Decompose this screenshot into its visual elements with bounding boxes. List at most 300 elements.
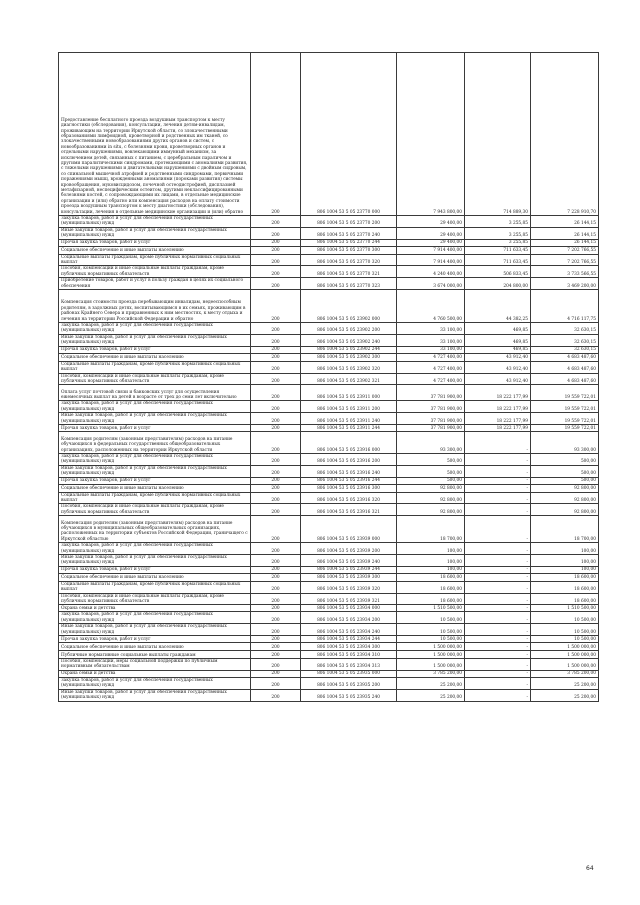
row-code: 200 — [251, 605, 301, 612]
row-budget-code: 806 1004 53 5 05 23934 200 — [301, 612, 397, 624]
table-row — [59, 624, 599, 636]
row-name: Прочая закупка товаров, работ и услуг — [59, 566, 251, 573]
row-unexecuted-amount: 19 559 722,01 — [531, 385, 599, 401]
row-unexecuted-amount: 19 559 722,01 — [531, 424, 599, 431]
row-name: Пособия, компенсации и иные социальные выплаты гражданам, кроме публичных нормативных обязательств — [59, 593, 251, 605]
row-code: 200 — [251, 670, 301, 677]
row-code: 200 — [251, 566, 301, 573]
row-executed-amount: - — [465, 670, 531, 677]
row-name: Социальные выплаты гражданам, кроме публичных нормативных социальных выплат — [59, 254, 251, 266]
row-budget-code: 806 1004 53 5 05 23902 244 — [301, 346, 397, 353]
row-unexecuted-amount: 500,00 — [531, 465, 599, 477]
row-approved-amount: 4 727 400,00 — [397, 353, 465, 361]
table-row — [59, 266, 599, 278]
row-unexecuted-amount: 32 630,15 — [531, 334, 599, 346]
row-unexecuted-amount: 92 800,00 — [531, 492, 599, 504]
row-approved-amount: 10 500,00 — [397, 612, 465, 624]
row-budget-code: 806 1004 53 5 05 23935 240 — [301, 689, 397, 701]
row-unexecuted-amount: 32 630,15 — [531, 323, 599, 335]
row-code: 200 — [251, 612, 301, 624]
row-approved-amount: 4 240 400,00 — [397, 266, 465, 278]
row-approved-amount: 29 400,00 — [397, 216, 465, 228]
table-row — [59, 573, 599, 581]
row-executed-amount: - — [465, 516, 531, 543]
table-row — [59, 361, 599, 373]
row-unexecuted-amount: 4 683 487,60 — [531, 373, 599, 385]
row-name: Закупка товаров, работ и услуг для обеспечения государственных (муниципальных) нужд — [59, 323, 251, 335]
row-approved-amount: 33 100,00 — [397, 346, 465, 353]
row-approved-amount: 37 781 900,00 — [397, 424, 465, 431]
row-code: 200 — [251, 453, 301, 465]
row-executed-amount: - — [465, 593, 531, 605]
row-name: Закупка товаров, работ и услуг для обеспечения государственных (муниципальных) нужд — [59, 401, 251, 413]
row-name: Приобретение товаров, работ и услуг в пользу граждан в целях их социального обеспечения — [59, 278, 251, 290]
row-code: 200 — [251, 216, 301, 228]
row-code: 200 — [251, 465, 301, 477]
row-code: 200 — [251, 593, 301, 605]
row-budget-code: 806 1004 53 5 05 23911 200 — [301, 401, 397, 413]
row-unexecuted-amount: 18 600,00 — [531, 573, 599, 581]
table-row — [59, 373, 599, 385]
table-row — [59, 431, 599, 453]
page-number: 64 — [586, 865, 594, 872]
row-approved-amount: 37 781 900,00 — [397, 401, 465, 413]
row-code: 200 — [251, 401, 301, 413]
row-approved-amount: 1 500 000,00 — [397, 643, 465, 651]
row-executed-amount: - — [465, 543, 531, 555]
row-approved-amount: 100,00 — [397, 566, 465, 573]
row-code: 200 — [251, 492, 301, 504]
row-budget-code: 806 1004 53 5 05 23939 321 — [301, 593, 397, 605]
row-approved-amount: 29 400,00 — [397, 239, 465, 246]
row-executed-amount: - — [465, 605, 531, 612]
row-code: 200 — [251, 573, 301, 581]
row-executed-amount: - — [465, 484, 531, 492]
row-code: 200 — [251, 413, 301, 425]
row-approved-amount: 18 600,00 — [397, 573, 465, 581]
row-code: 200 — [251, 477, 301, 484]
row-name: Охрана семьи и детства — [59, 605, 251, 612]
table-row — [59, 323, 599, 335]
row-code: 200 — [251, 385, 301, 401]
row-budget-code: 806 1004 53 5 05 23934 313 — [301, 659, 397, 671]
row-unexecuted-amount: 7 228 910,70 — [531, 53, 599, 216]
row-approved-amount: 25 200,00 — [397, 689, 465, 701]
row-name: Публичные нормативные социальные выплаты гражданам — [59, 651, 251, 659]
table-row — [59, 290, 599, 323]
row-code: 200 — [251, 677, 301, 689]
row-code: 200 — [251, 555, 301, 567]
row-approved-amount: 4 727 400,00 — [397, 373, 465, 385]
row-unexecuted-amount: 3 469 200,00 — [531, 278, 599, 290]
row-name: Закупка товаров, работ и услуг для обеспечения государственных (муниципальных) нужд — [59, 612, 251, 624]
table-row — [59, 677, 599, 689]
row-executed-amount: - — [465, 651, 531, 659]
row-executed-amount: - — [465, 581, 531, 593]
row-name: Социальное обеспечение и иные выплаты населению — [59, 246, 251, 254]
row-name: Закупка товаров, работ и услуг для обеспечения государственных (муниципальных) нужд — [59, 216, 251, 228]
row-executed-amount: 204 800,00 — [465, 278, 531, 290]
row-approved-amount: 25 200,00 — [397, 677, 465, 689]
row-name: Прочая закупка товаров, работ и услуг — [59, 424, 251, 431]
row-executed-amount: - — [465, 431, 531, 453]
row-budget-code: 806 1004 53 5 05 23939 244 — [301, 566, 397, 573]
row-budget-code: 806 1004 53 5 05 23916 320 — [301, 492, 397, 504]
row-code: 200 — [251, 636, 301, 643]
row-code: 200 — [251, 431, 301, 453]
row-code: 200 — [251, 361, 301, 373]
row-approved-amount: 92 800,00 — [397, 492, 465, 504]
row-executed-amount: 18 222 177,99 — [465, 424, 531, 431]
row-budget-code: 806 1004 53 5 05 23916 240 — [301, 465, 397, 477]
row-code: 200 — [251, 53, 301, 216]
row-executed-amount: - — [465, 453, 531, 465]
row-name: Иные закупки товаров, работ и услуг для обеспечения государственных (муниципальных) нужд — [59, 334, 251, 346]
row-unexecuted-amount: 18 600,00 — [531, 593, 599, 605]
row-executed-amount: 43 912,40 — [465, 373, 531, 385]
row-name: Пособия, компенсации, меры социальной поддержки по публичным нормативным обязательствам — [59, 659, 251, 671]
row-budget-code: 806 1004 53 5 05 23916 300 — [301, 484, 397, 492]
row-executed-amount: - — [465, 477, 531, 484]
row-approved-amount: 33 100,00 — [397, 323, 465, 335]
row-unexecuted-amount: 10 500,00 — [531, 636, 599, 643]
row-budget-code: 806 1004 53 5 05 23902 321 — [301, 373, 397, 385]
row-budget-code: 806 1004 53 5 05 23770 240 — [301, 227, 397, 239]
row-unexecuted-amount: 1 500 000,00 — [531, 643, 599, 651]
row-budget-code: 806 1004 53 5 05 23935 200 — [301, 677, 397, 689]
table-row — [59, 581, 599, 593]
row-unexecuted-amount: 1 500 000,00 — [531, 659, 599, 671]
table-row — [59, 543, 599, 555]
row-name: Социальное обеспечение и иные выплаты населению — [59, 573, 251, 581]
row-executed-amount: - — [465, 492, 531, 504]
row-code: 200 — [251, 651, 301, 659]
row-approved-amount: 4 727 400,00 — [397, 361, 465, 373]
row-name: Социальное обеспечение и иные выплаты населению — [59, 484, 251, 492]
row-approved-amount: 1 500 000,00 — [397, 651, 465, 659]
row-code: 200 — [251, 353, 301, 361]
row-budget-code: 806 1004 53 5 05 23902 300 — [301, 353, 397, 361]
row-budget-code: 806 1004 53 5 05 23916 200 — [301, 453, 397, 465]
row-budget-code: 806 1004 53 5 05 23934 240 — [301, 624, 397, 636]
table-row — [59, 636, 599, 643]
row-budget-code: 806 1004 53 5 05 23939 200 — [301, 543, 397, 555]
row-name: Компенсация родителям (законным представителям) расходов на питание обучающихся в муниципальных общеобразовательных организациях, расположенных на территории субъектов Российской Федерации, граничащего с Иркутской областью — [59, 516, 251, 543]
row-code: 200 — [251, 254, 301, 266]
row-name: Пособия, компенсации и иные социальные выплаты гражданам, кроме публичных нормативных обязательств — [59, 266, 251, 278]
row-name: Предоставление бесплатного проезда воздушным транспортом к месту диагностики (обследования), консультации, лечения детям-инвалидам, проживающим на территории Иркутской области, со злокачественными образованиями лимфоидной, кроветворной и родственных им тканей, со злокачественными новообразованиями других органов и систем, с новообразованиями in situ, с болезнями крови, кроветворных органов и отдельными нарушениями, вовлекающими иммунный механизм, за исключением детей, связанных с питанием, с церебральным параличом и другими паралитическими синдромами, протекающими с аномалиями развития, с тяжелыми нарушениями и двигательными нарушениями с двойным сидровым, со спинальной мышечной атрофией и родственными синдромами, первичными поражениями мышц, врожденными аномалиями (пороками развития) системы кровообращения, муковисцидозом, почечной остеодистрофией, дисплазией метафизарной, неспецифическим остеитом, другими неклассифицированными болезнями костей, с сопровождающими их лицами, в отдельные медицинские организации и (или) обратно или компенсация расходов на оплату стоимости проезда воздушным транспортом к месту диагностики (обследования), консультации, лечения в отдельные медицинские организации и (или) обратно — [59, 53, 251, 216]
row-executed-amount: 18 222 177,99 — [465, 385, 531, 401]
table-row — [59, 659, 599, 671]
row-budget-code: 806 1004 53 5 05 23916 321 — [301, 504, 397, 516]
row-unexecuted-amount: 7 202 766,55 — [531, 246, 599, 254]
row-unexecuted-amount: 92 800,00 — [531, 504, 599, 516]
table-row — [59, 401, 599, 413]
row-budget-code: 806 1004 53 5 05 23902 200 — [301, 323, 397, 335]
row-budget-code: 806 1004 53 5 05 23934 244 — [301, 636, 397, 643]
row-budget-code: 806 1004 53 5 05 23911 000 — [301, 385, 397, 401]
row-code: 200 — [251, 624, 301, 636]
row-approved-amount: 7 943 800,00 — [397, 53, 465, 216]
row-executed-amount: 469,85 — [465, 346, 531, 353]
row-executed-amount: 506 833,45 — [465, 266, 531, 278]
row-unexecuted-amount: 26 144,15 — [531, 227, 599, 239]
table-row — [59, 413, 599, 425]
table-row — [59, 516, 599, 543]
row-name: Иные закупки товаров, работ и услуг для обеспечения государственных (муниципальных) нужд — [59, 227, 251, 239]
table-row — [59, 254, 599, 266]
row-approved-amount: 1 510 500,00 — [397, 605, 465, 612]
row-unexecuted-amount: 7 202 766,55 — [531, 254, 599, 266]
row-budget-code: 806 1004 53 5 05 23916 244 — [301, 477, 397, 484]
row-code: 200 — [251, 323, 301, 335]
row-approved-amount: 1 500 000,00 — [397, 659, 465, 671]
table-row — [59, 453, 599, 465]
row-unexecuted-amount: 19 559 722,01 — [531, 401, 599, 413]
table-body — [59, 53, 599, 702]
row-approved-amount: 18 700,00 — [397, 516, 465, 543]
row-code: 200 — [251, 484, 301, 492]
row-unexecuted-amount: 10 500,00 — [531, 624, 599, 636]
row-name: Иные закупки товаров, работ и услуг для обеспечения государственных (муниципальных) нужд — [59, 413, 251, 425]
row-executed-amount: 469,85 — [465, 334, 531, 346]
row-approved-amount: 100,00 — [397, 555, 465, 567]
row-code: 200 — [251, 424, 301, 431]
row-executed-amount: 711 633,45 — [465, 246, 531, 254]
table-row — [59, 227, 599, 239]
row-approved-amount: 33 100,00 — [397, 334, 465, 346]
table-row — [59, 566, 599, 573]
row-name: Иные закупки товаров, работ и услуг для обеспечения государственных (муниципальных) нужд — [59, 689, 251, 701]
row-approved-amount: 37 781 900,00 — [397, 413, 465, 425]
row-unexecuted-amount: 93 300,00 — [531, 431, 599, 453]
row-unexecuted-amount: 1 500 000,00 — [531, 651, 599, 659]
row-code: 200 — [251, 643, 301, 651]
table-row — [59, 53, 599, 216]
table-row — [59, 477, 599, 484]
row-name: Иные закупки товаров, работ и услуг для обеспечения государственных (муниципальных) нужд — [59, 555, 251, 567]
table-row — [59, 424, 599, 431]
budget-report-sheet — [58, 52, 598, 702]
row-approved-amount: 18 600,00 — [397, 581, 465, 593]
row-approved-amount: 93 300,00 — [397, 431, 465, 453]
row-name: Иные закупки товаров, работ и услуг для обеспечения государственных (муниципальных) нужд — [59, 624, 251, 636]
row-budget-code: 806 1004 53 5 05 23939 240 — [301, 555, 397, 567]
table-row — [59, 353, 599, 361]
row-unexecuted-amount: 25 200,00 — [531, 689, 599, 701]
row-budget-code: 806 1004 53 5 05 23770 321 — [301, 266, 397, 278]
table-row — [59, 643, 599, 651]
row-approved-amount: 7 914 400,00 — [397, 254, 465, 266]
table-row — [59, 593, 599, 605]
row-unexecuted-amount: 26 144,15 — [531, 216, 599, 228]
row-unexecuted-amount: 26 144,15 — [531, 239, 599, 246]
row-unexecuted-amount: 4 683 487,60 — [531, 361, 599, 373]
row-code: 200 — [251, 659, 301, 671]
row-budget-code: 806 1004 53 5 05 23770 244 — [301, 239, 397, 246]
row-unexecuted-amount: 1 510 500,00 — [531, 605, 599, 612]
table-row — [59, 216, 599, 228]
row-budget-code: 806 1004 53 5 05 23902 000 — [301, 290, 397, 323]
row-code: 200 — [251, 334, 301, 346]
row-unexecuted-amount: 25 200,00 — [531, 677, 599, 689]
row-budget-code: 806 1004 53 5 05 23939 320 — [301, 581, 397, 593]
table-row — [59, 492, 599, 504]
row-code: 200 — [251, 266, 301, 278]
row-code: 200 — [251, 290, 301, 323]
table-row — [59, 246, 599, 254]
row-approved-amount: 18 600,00 — [397, 593, 465, 605]
row-code: 200 — [251, 373, 301, 385]
row-executed-amount: - — [465, 504, 531, 516]
row-budget-code: 806 1004 53 5 05 23770 323 — [301, 278, 397, 290]
table-row — [59, 465, 599, 477]
row-executed-amount: - — [465, 643, 531, 651]
row-approved-amount: 37 781 900,00 — [397, 385, 465, 401]
row-code: 200 — [251, 239, 301, 246]
row-unexecuted-amount: 500,00 — [531, 453, 599, 465]
row-executed-amount: - — [465, 624, 531, 636]
row-name: Оплата услуг почтовой связи и банковских услуг для осуществления ежемесячных выплат на детей в возрасте от трех до семи лет включительно — [59, 385, 251, 401]
row-budget-code: 806 1004 53 5 05 23911 240 — [301, 413, 397, 425]
row-executed-amount: 18 222 177,99 — [465, 413, 531, 425]
row-executed-amount: 44 382,25 — [465, 290, 531, 323]
row-unexecuted-amount: 32 630,15 — [531, 346, 599, 353]
table-row — [59, 651, 599, 659]
row-approved-amount: 10 500,00 — [397, 636, 465, 643]
table-row — [59, 334, 599, 346]
row-unexecuted-amount: 100,00 — [531, 555, 599, 567]
row-unexecuted-amount: 19 559 722,01 — [531, 413, 599, 425]
row-code: 200 — [251, 581, 301, 593]
row-name: Компенсация стоимости проезда перебывающим инвалидам, недееспособным родителям, в задолжных детях, воспитывающимся в их семьях, проживающим в районах Крайнего Севера и приравненных к ним местностях, к месту отдыха и лечения на территории Российской Федерации и обратно — [59, 290, 251, 323]
table-row — [59, 484, 599, 492]
row-unexecuted-amount: 4 716 117,75 — [531, 290, 599, 323]
row-approved-amount: 3 785 200,00 — [397, 670, 465, 677]
table-row — [59, 605, 599, 612]
row-approved-amount: 10 500,00 — [397, 624, 465, 636]
row-code: 200 — [251, 689, 301, 701]
row-executed-amount: 3 255,85 — [465, 227, 531, 239]
row-approved-amount: 500,00 — [397, 453, 465, 465]
row-unexecuted-amount: 3 785 200,00 — [531, 670, 599, 677]
row-unexecuted-amount: 10 500,00 — [531, 612, 599, 624]
row-unexecuted-amount: 92 800,00 — [531, 484, 599, 492]
row-approved-amount: 7 914 400,00 — [397, 246, 465, 254]
row-name: Социальные выплаты гражданам, кроме публичных нормативных социальных выплат — [59, 581, 251, 593]
row-budget-code: 806 1004 53 5 05 23934 310 — [301, 651, 397, 659]
row-code: 200 — [251, 278, 301, 290]
row-code: 200 — [251, 516, 301, 543]
row-name: Социальные выплаты гражданам, кроме публичных нормативных социальных выплат — [59, 492, 251, 504]
row-budget-code: 806 1004 53 5 05 23770 000 — [301, 53, 397, 216]
row-executed-amount: - — [465, 636, 531, 643]
row-unexecuted-amount: 18 600,00 — [531, 581, 599, 593]
row-unexecuted-amount: 500,00 — [531, 477, 599, 484]
row-approved-amount: 92 800,00 — [397, 504, 465, 516]
table-row — [59, 670, 599, 677]
row-approved-amount: 4 760 500,00 — [397, 290, 465, 323]
row-executed-amount: - — [465, 612, 531, 624]
row-executed-amount: 43 912,40 — [465, 361, 531, 373]
row-unexecuted-amount: 100,00 — [531, 543, 599, 555]
table-row — [59, 346, 599, 353]
row-name: Закупка товаров, работ и услуг для обеспечения государственных (муниципальных) нужд — [59, 453, 251, 465]
row-unexecuted-amount: 4 683 487,60 — [531, 353, 599, 361]
row-budget-code: 806 1004 53 5 05 23770 200 — [301, 216, 397, 228]
row-code: 200 — [251, 543, 301, 555]
row-code: 200 — [251, 504, 301, 516]
table-row — [59, 239, 599, 246]
row-budget-code: 806 1004 53 5 05 23916 000 — [301, 431, 397, 453]
row-executed-amount: 3 255,85 — [465, 216, 531, 228]
row-unexecuted-amount: 3 733 566,55 — [531, 266, 599, 278]
row-budget-code: 806 1004 53 5 05 23935 000 — [301, 670, 397, 677]
row-executed-amount: 43 912,40 — [465, 353, 531, 361]
row-name: Социальное обеспечение и иные выплаты населению — [59, 353, 251, 361]
row-code: 200 — [251, 227, 301, 239]
row-unexecuted-amount: 18 700,00 — [531, 516, 599, 543]
table-row — [59, 555, 599, 567]
row-budget-code: 806 1004 53 5 05 23911 244 — [301, 424, 397, 431]
row-approved-amount: 100,00 — [397, 543, 465, 555]
row-name: Охрана семьи и детства — [59, 670, 251, 677]
table-row — [59, 385, 599, 401]
row-code: 200 — [251, 246, 301, 254]
row-name: Закупка товаров, работ и услуг для обеспечения государственных (муниципальных) нужд — [59, 677, 251, 689]
row-approved-amount: 29 400,00 — [397, 227, 465, 239]
row-executed-amount: 469,85 — [465, 323, 531, 335]
table-row — [59, 689, 599, 701]
row-executed-amount: - — [465, 566, 531, 573]
row-executed-amount: - — [465, 689, 531, 701]
row-name: Закупка товаров, работ и услуг для обеспечения государственных (муниципальных) нужд — [59, 543, 251, 555]
row-executed-amount: - — [465, 465, 531, 477]
row-budget-code: 806 1004 53 5 05 23770 300 — [301, 246, 397, 254]
row-executed-amount: - — [465, 677, 531, 689]
row-name: Компенсация родителям (законным представителям) расходов на питание обучающихся в федеральных государственных общеобразовательных организациях, расположенных на территории Иркутской области — [59, 431, 251, 453]
row-executed-amount: 711 633,45 — [465, 254, 531, 266]
row-budget-code: 806 1004 53 5 05 23934 000 — [301, 605, 397, 612]
row-approved-amount: 500,00 — [397, 477, 465, 484]
row-name: Иные закупки товаров, работ и услуг для обеспечения государственных (муниципальных) нужд — [59, 465, 251, 477]
row-budget-code: 806 1004 53 5 05 23934 300 — [301, 643, 397, 651]
table-row — [59, 612, 599, 624]
row-budget-code: 806 1004 53 5 05 23770 320 — [301, 254, 397, 266]
row-name: Социальное обеспечение и иные выплаты населению — [59, 643, 251, 651]
row-name: Прочая закупка товаров, работ и услуг — [59, 636, 251, 643]
row-name: Социальные выплаты гражданам, кроме публичных нормативных социальных выплат — [59, 361, 251, 373]
row-budget-code: 806 1004 53 5 05 23902 320 — [301, 361, 397, 373]
budget-execution-table — [58, 52, 599, 702]
row-name: Прочая закупка товаров, работ и услуг — [59, 239, 251, 246]
row-executed-amount: - — [465, 555, 531, 567]
row-executed-amount: - — [465, 573, 531, 581]
row-name: Пособия, компенсации и иные социальные выплаты гражданам, кроме публичных нормативных обязательств — [59, 373, 251, 385]
row-executed-amount: 714 889,30 — [465, 53, 531, 216]
row-budget-code: 806 1004 53 5 05 23902 240 — [301, 334, 397, 346]
row-approved-amount: 3 674 000,00 — [397, 278, 465, 290]
row-unexecuted-amount: 100,00 — [531, 566, 599, 573]
row-executed-amount: - — [465, 659, 531, 671]
row-executed-amount: 3 255,85 — [465, 239, 531, 246]
row-budget-code: 806 1004 53 5 05 23939 000 — [301, 516, 397, 543]
row-executed-amount: 18 222 177,99 — [465, 401, 531, 413]
row-name: Прочая закупка товаров, работ и услуг — [59, 477, 251, 484]
table-row — [59, 504, 599, 516]
table-row — [59, 278, 599, 290]
row-name: Пособия, компенсации и иные социальные выплаты гражданам, кроме публичных нормативных обязательств — [59, 504, 251, 516]
